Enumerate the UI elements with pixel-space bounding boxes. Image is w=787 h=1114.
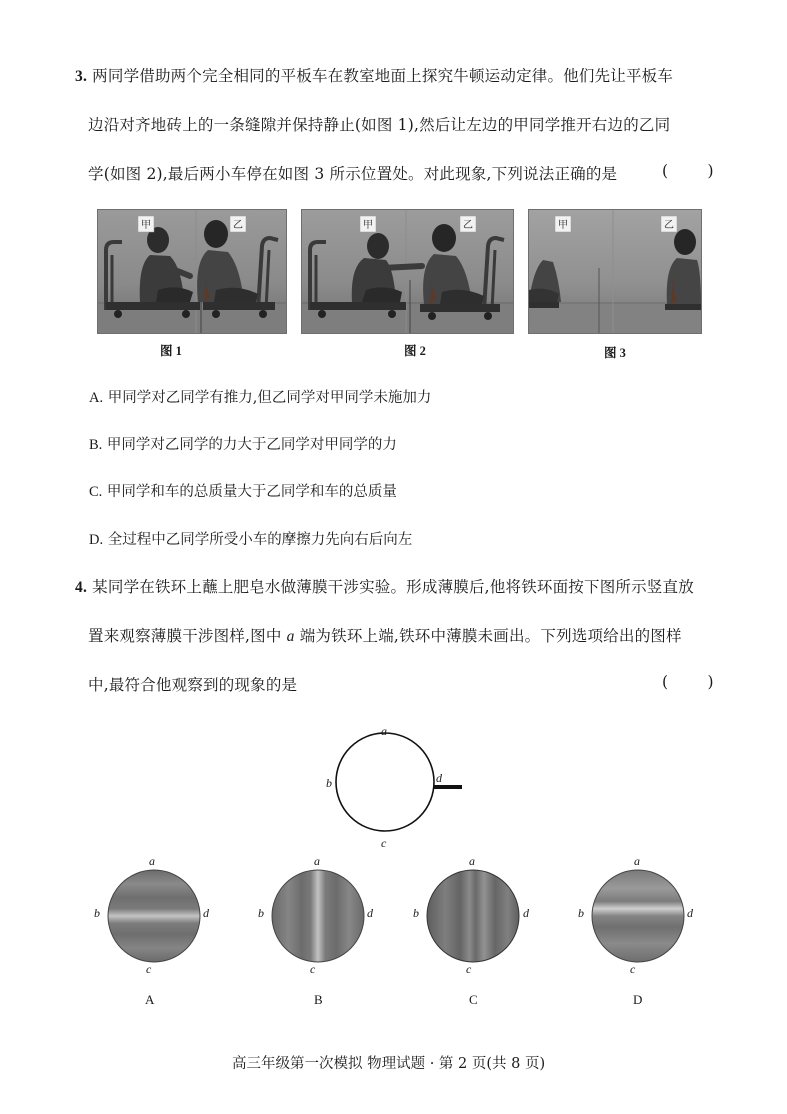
q3-option-a-text: 甲同学对乙同学有推力,但乙同学对甲同学未施加力 [107, 390, 432, 406]
choice-c-label-c: c [466, 962, 472, 976]
q4-text-line-1: 某同学在铁环上蘸上肥皂水做薄膜干涉实验。形成薄膜后,他将铁环面按下图所示竖直放 [92, 578, 694, 596]
q3-text-line-1: 两同学借助两个完全相同的平板车在教室地面上探究牛顿运动定律。他们先让平板车 [92, 67, 674, 85]
figure-3-tag-left: 甲 [558, 220, 568, 231]
figure-1-label: 图 1 [160, 344, 182, 358]
q4-text-line-2b: 端为铁环上端,铁环中薄膜未画出。下列选项给出的图样 [294, 627, 682, 645]
figure-2-image [302, 210, 513, 333]
q3-number: 3. [75, 68, 88, 85]
q4-line-3 [88, 673, 297, 695]
q3-text-line-2: 边沿对齐地砖上的一条缝隙并保持静止(如图 1),然后让左边的甲同学推开右边的乙同 [88, 116, 671, 134]
figure-3-label: 图 3 [604, 346, 626, 360]
ring-label-b: b [326, 776, 332, 790]
choice-a-pattern[interactable] [106, 868, 202, 964]
q3-option-b-letter: B. [89, 437, 103, 453]
q3-answer-bracket: ( ) [662, 162, 714, 180]
choice-a-letter[interactable]: A [145, 992, 155, 1007]
ring-label-a: a [381, 724, 387, 738]
q3-option-b [89, 433, 397, 454]
choice-a-label-b: b [94, 906, 100, 920]
figure-2-tag-left: 甲 [363, 220, 373, 231]
figure-2-tag-right: 乙 [463, 220, 473, 231]
choice-c-label-d: d [523, 906, 529, 920]
q3-option-b-text: 甲同学对乙同学的力大于乙同学对甲同学的力 [106, 437, 397, 453]
ring-label-c: c [381, 836, 387, 850]
q3-option-c-letter: C. [89, 484, 103, 500]
q4-var-a: a [286, 628, 295, 645]
choice-b-pattern[interactable] [270, 868, 366, 964]
figure-1-photo [97, 209, 287, 334]
figure-1-tag-right: 乙 [233, 220, 243, 231]
iron-ring-circle [336, 733, 434, 831]
q4-number: 4. [75, 579, 88, 596]
choice-d-label-c: c [630, 962, 636, 976]
q3-line-2 [88, 113, 670, 135]
choice-d-pattern[interactable] [590, 868, 686, 964]
choice-c-letter[interactable]: C [469, 992, 478, 1007]
choice-d-label-a: a [634, 854, 640, 868]
q3-option-c [89, 480, 397, 501]
q3-option-a [89, 386, 431, 407]
choice-b-label-a: a [314, 854, 320, 868]
q4-line-1 [75, 575, 694, 597]
choice-d-label-d: d [687, 906, 693, 920]
iron-ring-diagram [320, 725, 480, 845]
choice-c-label-a: a [469, 854, 475, 868]
page-footer: 高三年级第一次模拟 物理试题 · 第 2 页(共 8 页) [232, 1056, 546, 1072]
choice-b-label-c: c [310, 962, 316, 976]
choice-b-label-b: b [258, 906, 264, 920]
figure-3-tag-right: 乙 [664, 220, 674, 231]
figure-2-photo [301, 209, 514, 334]
q3-text-line-3: 学(如图 2),最后两小车停在如图 3 所示位置处。对此现象,下列说法正确的是 [88, 165, 618, 183]
q3-option-d-text: 全过程中乙同学所受小车的摩擦力先向右后向左 [107, 532, 413, 548]
choice-c-label-b: b [413, 906, 419, 920]
choice-c-pattern[interactable] [425, 868, 521, 964]
choice-d-letter[interactable]: D [633, 992, 643, 1007]
choice-a-label-c: c [146, 962, 152, 976]
q3-option-a-letter: A. [89, 390, 104, 406]
q4-text-line-2a: 置来观察薄膜干涉图样,图中 [88, 627, 287, 645]
ring-label-d: d [436, 771, 442, 785]
q3-option-d [89, 528, 412, 549]
figure-3-image [529, 210, 701, 333]
choice-d-label-b: b [578, 906, 584, 920]
q4-line-2 [88, 624, 682, 646]
q4-answer-bracket: ( ) [662, 673, 714, 691]
q4-text-line-3: 中,最符合他观察到的现象的是 [88, 676, 298, 694]
figure-1-tag-left: 甲 [141, 220, 151, 231]
choice-a-label-a: a [149, 854, 155, 868]
choice-a-label-d: d [203, 906, 209, 920]
figure-3-photo [528, 209, 702, 334]
figure-2-label: 图 2 [404, 344, 426, 358]
figure-1-image [98, 210, 286, 333]
q3-option-c-text: 甲同学和车的总质量大于乙同学和车的总质量 [106, 484, 397, 500]
choice-b-label-d: d [367, 906, 373, 920]
choice-b-letter[interactable]: B [314, 992, 323, 1007]
q3-line-1 [75, 64, 673, 86]
q3-option-d-letter: D. [89, 532, 104, 548]
q3-line-3 [88, 162, 617, 184]
